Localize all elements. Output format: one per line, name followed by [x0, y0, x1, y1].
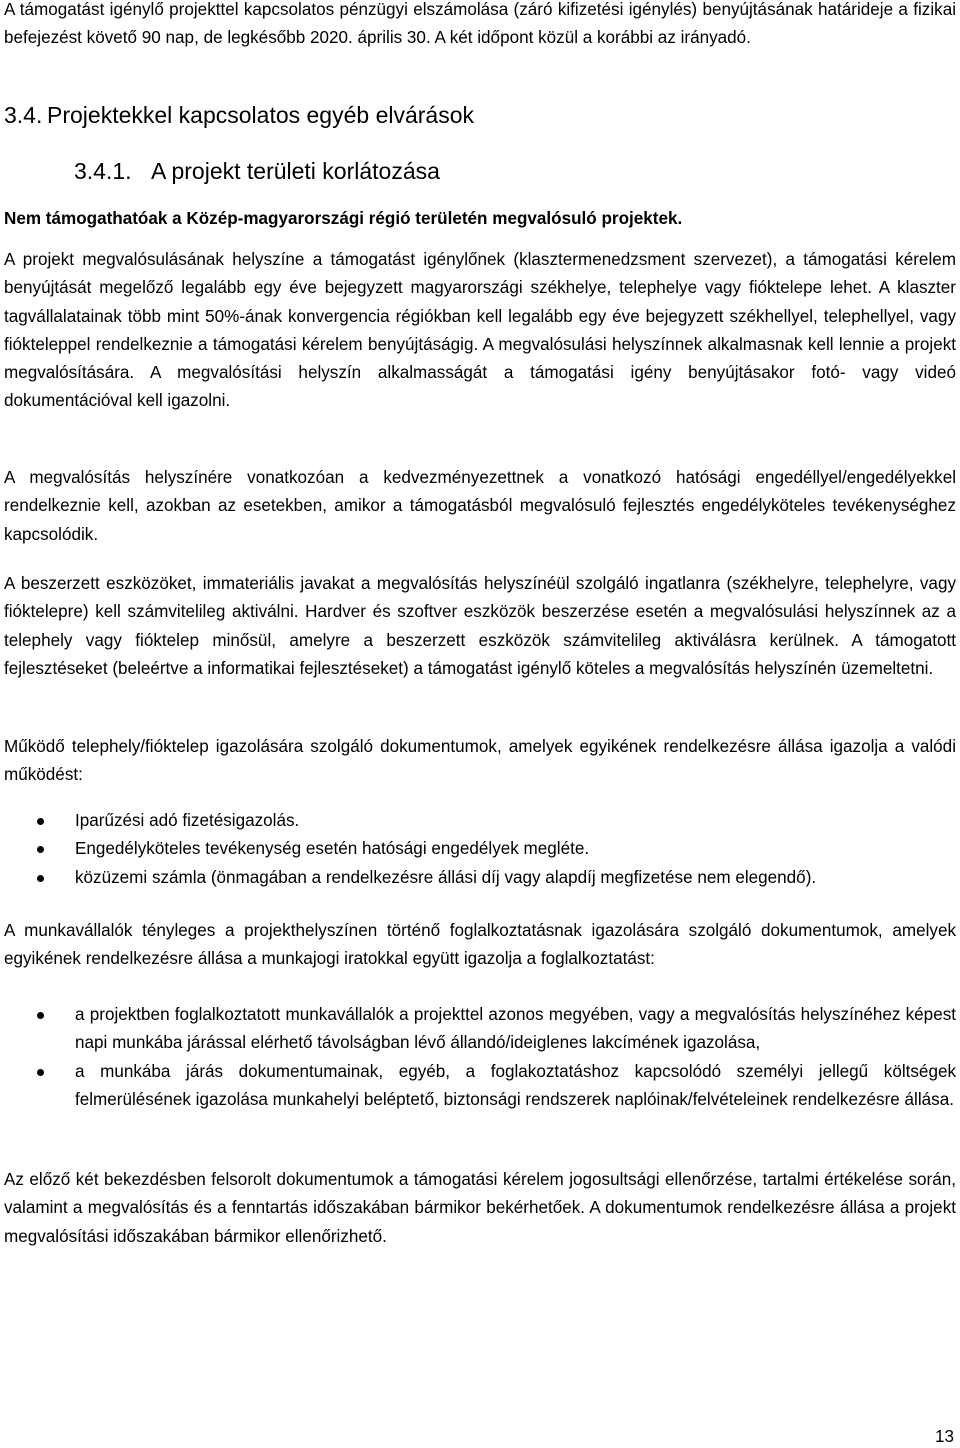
employment-proof-list	[4, 1001, 956, 1114]
list-item-text: Iparűzési adó fizetésigazolás.	[75, 811, 300, 830]
section-number: 3.4.	[4, 102, 43, 128]
section-title: Projektekkel kapcsolatos egyéb elvárások	[47, 102, 475, 128]
subsection-number: 3.4.1.	[74, 158, 132, 184]
paragraph-assets: A beszerzett eszközöket, immateriális javakat a megvalósítás helyszínéül szolgáló ingatlanra (székhelyre, telephelyre, vagy fióktelepre) kell számvitelileg aktiválni. Hardver és szoftver eszközök beszerzése esetén a megvalósulási helyszínnek az a telephely vagy fióktelep minősül, amelyre a beszerzett eszközök számvitelileg aktiválásra kerülnek. A támogatott fejlesztéseket (beleértve a informatikai fejlesztéseket) a támogatást igénylő köteles a megvalósítás helyszínén üzemeltetni.	[4, 574, 956, 678]
bullet-icon	[37, 1012, 44, 1019]
paragraph-restriction-bold: Nem támogathatóak a Közép-magyarországi régió területén megvalósuló projektek.	[4, 209, 683, 228]
list-item	[4, 807, 956, 835]
paragraph-verification: Az előző két bekezdésben felsorolt dokumentumok a támogatási kérelem jogosultsági ellenőrzése, tartalmi értékelése során, valamint a megvalósítás és a fenntartás időszakában bármikor bekérhetőek. A dokumentumok rendelkezésre állása a projekt megvalósítási időszakában bármikor ellenőrizhető.	[4, 1170, 956, 1246]
list-item	[4, 835, 956, 863]
bullet-icon	[37, 818, 44, 825]
bullet-icon	[37, 875, 44, 882]
list-item-text: Engedélyköteles tevékenység esetén hatósági engedélyek megléte.	[75, 839, 590, 859]
list-item	[4, 1001, 956, 1058]
list-item	[4, 864, 956, 892]
list-item	[4, 1058, 956, 1115]
paragraph-closing-deadline: A támogatást igénylő projekttel kapcsolatos pénzügyi elszámolása (záró kifizetési igénylés) benyújtásának határideje a fizikai befejezést követő 90 nap, de legkésőbb 2020. április 30. A két időpont közül a korábbi az irányadó.	[4, 0, 956, 48]
bullet-icon	[37, 846, 44, 853]
section-heading	[4, 97, 474, 133]
list-item-text: közüzemi számla (önmagában a rendelkezésre állási díj vagy alapdíj megfizetése nem elegendő).	[75, 867, 817, 887]
subsection-title: A projekt területi korlátozása	[151, 158, 440, 184]
paragraph-site-proof: Működő telephely/fióktelep igazolására szolgáló dokumentumok, amelyek egyikének rendelkezésre állása igazolja a valódi működést:	[4, 737, 956, 785]
subsection-heading	[74, 153, 440, 189]
site-proof-list	[4, 807, 956, 892]
paragraph-employment-proof: A munkavállalók tényleges a projekthelyszínen történő foglalkoztatásnak igazolására szolgáló dokumentumok, amelyek egyikének rendelkezésre állása a munkajogi iratokkal együtt igazolja a foglalkoztatást:	[4, 921, 956, 969]
list-item-text: a munkába járás dokumentumainak, egyéb, a foglakoztatáshoz kapcsolódó személyi jellegű költségek felmerülésének igazolása munkahelyi beléptető, biztonsági rendszerek naplóinak/felvételeinek rendelkezésre állása.	[75, 1061, 956, 1109]
bullet-icon	[37, 1069, 44, 1076]
list-item-text: a projektben foglalkoztatott munkavállalók a projekttel azonos megyében, vagy a megvalósítás helyszínéhez képest napi munkába járással elérhető távolságban lévő állandó/ideiglenes lakcímének igazolása,	[75, 1005, 956, 1053]
paragraph-location: A projekt megvalósulásának helyszíne a támogatást igénylőnek (klasztermenedzsment szervezet), a támogatási kérelem benyújtását megelőző legalább egy éve bejegyzett magyarországi székhelye, telephelye vagy fióktelepe lehet. A klaszter tagvállalatainak több mint 50%-ának konvergencia régiókban kell legalább egy éve bejegyzett székhellyel, telephellyel, vagy fiókteleppel rendelkeznie a támogatási kérelem benyújtáságig. A megvalósulási helyszínnek alkalmasnak kell lennie a projekt megvalósítására. A megvalósítási helyszín alkalmasságát a támogatási igény benyújtásakor fotó- vagy videó dokumentációval kell igazolni.	[4, 250, 956, 411]
paragraph-permits: A megvalósítás helyszínére vonatkozóan a kedvezményezettnek a vonatkozó hatósági engedéllyel/engedélyekkel rendelkeznie kell, azokban az esetekben, amikor a támogatásból megvalósuló fejlesztés engedélyköteles tevékenységhez kapcsolódik.	[4, 468, 956, 544]
page-number: 13	[934, 1427, 954, 1446]
